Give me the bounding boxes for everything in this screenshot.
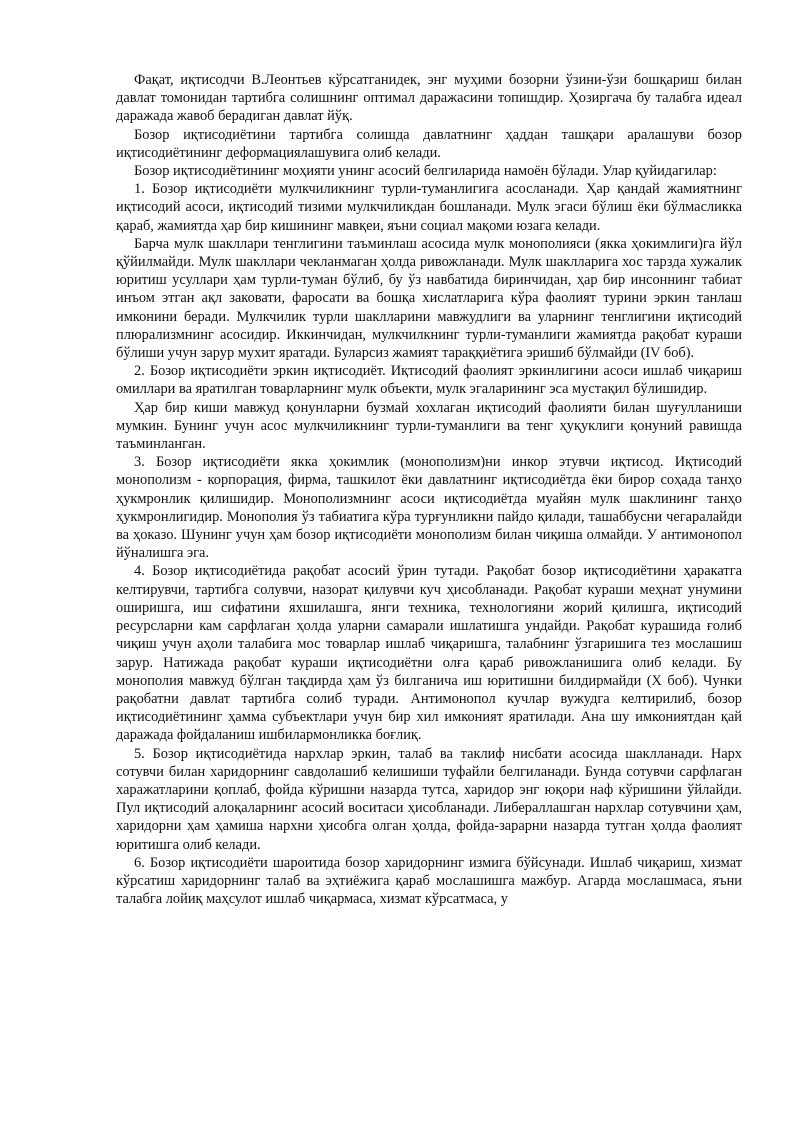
paragraph: 5. Бозор иқтисодиётида нархлар эркин, талаб ва таклиф нисбати асосида шаклланади. Нарх сотувчи билан харидорнинг савдолашиб келишиши туфайли белгиланади. Бунда сотувчи сарфлаган харажатларини қоплаб, фойда кўришни назарда тутса, харидор энг юқори наф кўришини ўйлайди. Пул иқтисодий алоқаларнинг асосий воситаси ҳисобланади. Либераллашган нархлар сотувчини ҳам, харидорни ҳам ҳамиша нархни ҳисобга олган ҳолда, фойда-зарарни назарда тутган ҳолда фаолият юритишга олиб келади.	[116, 745, 742, 853]
paragraph: 4. Бозор иқтисодиётида рақобат асосий ўрин тутади. Рақобат бозор иқтисодиётини ҳаракатга келтирувчи, тартибга солувчи, назорат қилувчи куч ҳисобланади. Рақобат кураши меҳнат унумини оширишга, иш сифатини яхшилашга, янги техника, технологияни жорий қилишга, иқтисодий ресурсларни кам сарфлаган ҳолда уларни самарали ишлатишга ундайди. Рақобат курашида ғолиб чиқиш учун аҳоли талабига мос товарлар ишлаб чиқаришга, талабнинг ўзгаришига тез мослашиш зарур. Натижада рақобат кураши иқтисодиётни олға қараб ривожланишига олиб келади. Бу монополия мавжуд бўлган тақдирда ҳам ўз билганича иш юритишни билдирмайди (Х боб). Чунки рақобатни давлат тартибга солиб туради. Антимонопол кучлар вужудга келтирилиб, бозор иқтисодиётининг ҳамма субъектлари учун бир хил имконият яратилади. Ана шу имкониятдан қай даражада фойдаланиш ишбилармонликка боғлиқ.	[116, 563, 742, 744]
paragraph: 1. Бозор иқтисодиёти мулкчиликнинг турли-туманлигига асосланади. Ҳар қандай жамиятнинг иқтисодий асоси, иқтисодий тизими мулкчиликдан бошланади. Мулк эгаси бўлиш ёки бўлмасликка қараб, жамиятда ҳар бир кишининг мавқеи, яъни социал мақоми юзага келади.	[116, 181, 742, 234]
paragraph: Ҳар бир киши мавжуд қонунларни бузмай хохлаган иқтисодий фаолияти билан шуғулланиши мумкин. Бунинг учун асос мулкчиликнинг турли-туманлиги ва тенг ҳуқуклиги қонуний равишда таъминланган.	[116, 399, 742, 453]
document-page	[116, 71, 742, 908]
paragraph: 3. Бозор иқтисодиёти якка ҳокимлик (монополизм)ни инкор этувчи иқтисод. Иқтисодий монополизм - корпорация, фирма, ташкилот ёки давлатнинг иқтисодиётда ёки бирор соҳада танҳо ҳукмронлик қилишидир. Монополизмнинг асоси иқтисодиётда муайян мулк шаклининг танҳо ҳукмронлигидир. Монополия ўз табиатига кўра турғунликни пайдо қилади, ташаббусни чегаралайди ва ҳоказо. Шунинг учун ҳам бозор иқтисодиёти монополизм билан чиқиша олмайди. У антимонопол йўналишга эга.	[116, 454, 742, 562]
paragraph: Бозор иқтисодиётининг моҳияти унинг асосий белгиларида намоён бўлади. Улар қуйидагилар:	[134, 163, 717, 180]
paragraph: Фақат, иқтисодчи В.Леонтьев кўрсатганидек, энг муҳими бозорни ўзини-ўзи бошқариш билан давлат томонидан тартибга солишнинг оптимал даражасини топишдир. Ҳозиргача бу талабга идеал даражада жавоб берадиган давлат йўқ.	[116, 72, 742, 125]
paragraph: Бозор иқтисодиётини тартибга солишда давлатнинг ҳаддан ташқари аралашуви бозор иқтисодиётининг деформациялашувига олиб келади.	[116, 126, 742, 161]
paragraph: Барча мулк шакллари тенглигини таъминлаш асосида мулк монополияси (якка ҳокимлиги)га йўл қўйилмайди. Мулк шакллари чекланмаган ҳолда ривожланади. Мулк шаклларига хос тарзда хужалик юритиш усуллари ҳам турли-туман бўлиб, бу ўз навбатида биринчидан, ҳар бир инсоннинг табиат инъом этган ақл заковати, фаросати ва бошқа хислатларига кўра фаолият турини эркин танлаш имконини беради. Мулкчилик турли шаклларини мавжудлиги ва уларнинг тенглигини иқтисодий плюрализмнинг асосидир. Иккинчидан, мулкчилкнинг турли-туманлиги жамиятда рақобат кураши бўлиши учун зарур мухит яратади. Буларсиз жамият тараққиётига эришиб бўлмайди (IV боб).	[116, 235, 742, 362]
paragraph: 2. Бозор иқтисодиёти эркин иқтисодиёт. Иқтисодий фаолият эркинлигини асоси ишлаб чиқариш омиллари ва яратилган товарларнинг мулк объекти, мулк эгаларининг эса мустақил бўлишидир.	[116, 363, 742, 398]
paragraph: 6. Бозор иқтисодиёти шароитида бозор харидорнинг измига бўйсунади. Ишлаб чиқариш, хизмат кўрсатиш харидорнинг талаб ва эҳтиёжига қараб мослашишга мажбур. Агарда мослашмаса, яъни талабга лойиқ маҳсулот ишлаб чиқармаса, хизмат кўрсатмаса, у	[116, 854, 742, 908]
